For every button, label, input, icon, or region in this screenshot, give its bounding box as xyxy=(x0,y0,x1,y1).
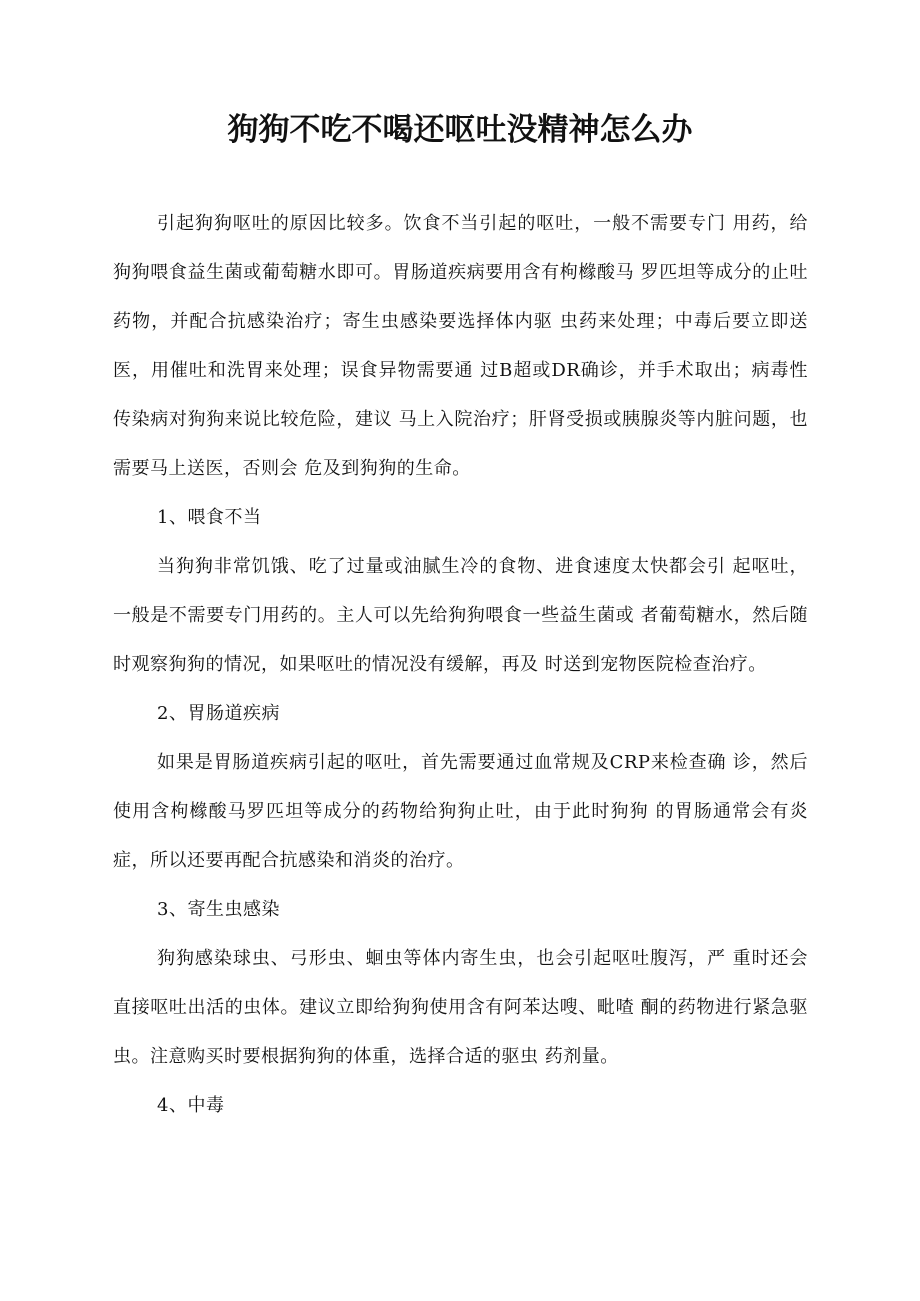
section-heading-4: 4、中毒 xyxy=(157,1095,225,1116)
document-body xyxy=(113,199,808,1130)
section-heading-3: 3、寄生虫感染 xyxy=(157,899,280,920)
section-paragraph-3: 狗狗感染球虫、弓形虫、蛔虫等体内寄生虫，也会引起呕吐腹泻，严 重时还会直接呕吐出活的虫体。建议立即给狗狗使用含有阿苯达嗖、毗喳 酮的药物进行紧急驱虫。注意购买时要根据狗狗的体重，选择合适的驱虫 药剂量。 xyxy=(113,948,808,1067)
section-heading-1: 1、喂食不当 xyxy=(157,507,262,528)
section-heading-2: 2、胃肠道疾病 xyxy=(157,703,280,724)
intro-paragraph: 引起狗狗呕吐的原因比较多。饮食不当引起的呕吐，一般不需要专门 用药，给狗狗喂食益生菌或葡萄糖水即可。胃肠道疾病要用含有枸橼酸马 罗匹坦等成分的止吐药物，并配合抗感染治疗；寄生虫感染要选择体内驱 虫药来处理；中毒后要立即送医，用催吐和洗胃来处理；误食异物需要通 过B超或DR确诊，并手术取出；病毒性传染病对狗狗来说比较危险，建议 马上入院治疗；肝肾受损或胰腺炎等内脏问题，也需要马上送医，否则会 危及到狗狗的生命。 xyxy=(113,213,808,479)
section-paragraph-1: 当狗狗非常饥饿、吃了过量或油腻生冷的食物、进食速度太快都会引 起呕吐，一般是不需要专门用药的。主人可以先给狗狗喂食一些益生菌或 者葡萄糖水，然后随时观察狗狗的情况，如果呕吐的情况没有缓解，再及 时送到宠物医院检查治疗。 xyxy=(113,556,808,675)
document-title: 狗狗不吃不喝还呕吐没精神怎么办 xyxy=(227,112,693,148)
section-paragraph-2: 如果是胃肠道疾病引起的呕吐，首先需要通过血常规及CRP来检查确 诊，然后使用含枸橼酸马罗匹坦等成分的药物给狗狗止吐，由于此时狗狗 的胃肠通常会有炎症，所以还要再配合抗感染和消炎的治疗。 xyxy=(113,752,808,871)
